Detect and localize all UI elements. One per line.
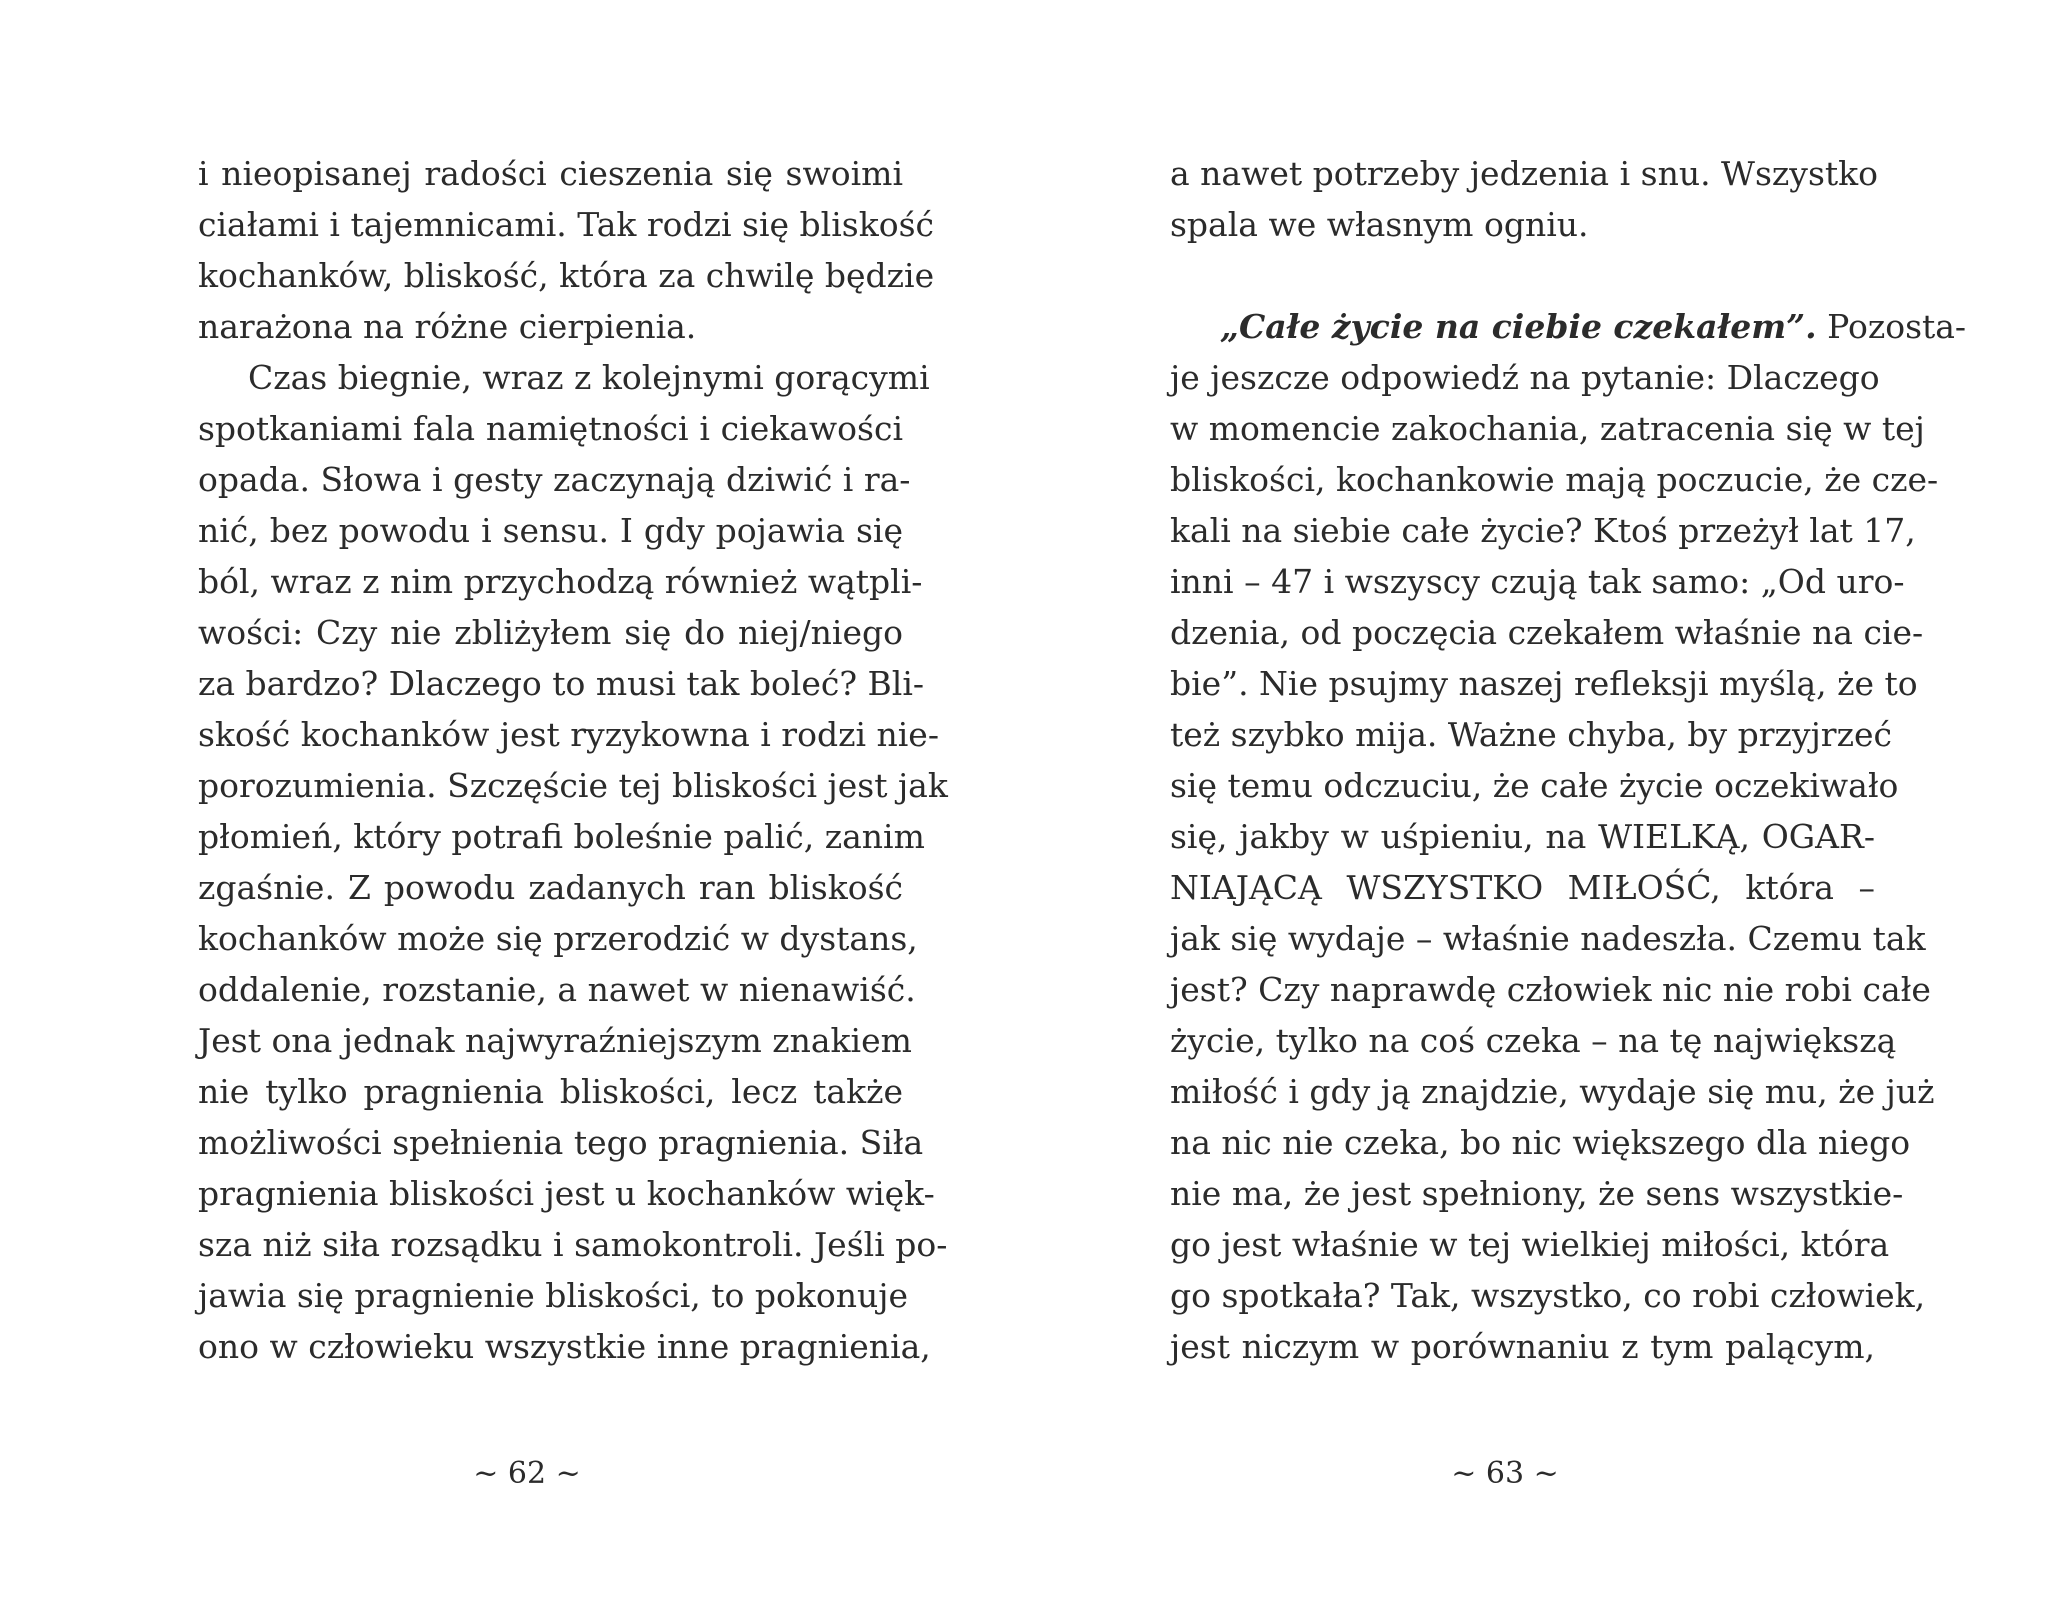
text-line: dzenia, od poczęcia czekałem właśnie na cie- <box>1170 613 1924 652</box>
text-line: miłość i gdy ją znajdzie, wydaje się mu, że już <box>1170 1072 1935 1111</box>
text-line: w momencie zakochania, zatracenia się w tej <box>1170 409 1925 448</box>
text-line: ciałami i tajemnicami. Tak rodzi się bliskość <box>198 205 935 244</box>
text-line: je jeszcze odpowiedź na pytanie: Dlaczego <box>1170 358 1880 397</box>
page-number: ~ 62 ~ <box>473 1456 581 1491</box>
text-line: narażona na różne cierpienia. <box>198 307 697 346</box>
text-line: jak się wydaje – właśnie nadeszła. Czemu tak <box>1170 919 1926 958</box>
text-line: bliskości, kochankowie mają poczucie, że cze- <box>1170 460 1939 499</box>
text-line: wości: Czy nie zbliżyłem się do niej/niego <box>198 613 903 652</box>
text-line: kochanków, bliskość, która za chwilę będzie <box>198 256 935 295</box>
text-line: za bardzo? Dlaczego to musi tak boleć? Bli- <box>198 664 925 703</box>
text-line: płomień, który potrafi boleśnie palić, zanim <box>198 817 925 856</box>
text-line: możliwości spełnienia tego pragnienia. Siła <box>198 1123 924 1162</box>
text-line: skość kochanków jest ryzykowna i rodzi nie- <box>198 715 939 754</box>
text-line: kali na siebie całe życie? Ktoś przeżył lat 17, <box>1170 511 1916 550</box>
right-page-text <box>1170 148 1967 1372</box>
lead-line-rest: Pozosta- <box>1827 307 1967 346</box>
text-line: kochanków może się przerodzić w dystans, <box>198 919 918 958</box>
text-line: nić, bez powodu i sensu. I gdy pojawia się <box>198 511 903 550</box>
text-line: go jest właśnie w tej wielkiej miłości, która <box>1170 1225 1890 1264</box>
right-page <box>1024 0 2048 1602</box>
left-page-text <box>198 148 948 1372</box>
paragraph-gap <box>1170 250 1875 301</box>
text-line: nie ma, że jest spełniony, że sens wszystkie- <box>1170 1174 1904 1213</box>
text-line: nie tylko pragnienia bliskości, lecz także <box>198 1072 903 1111</box>
text-line: sza niż siła rozsądku i samokontroli. Jeśli po- <box>198 1225 948 1264</box>
text-line: zgaśnie. Z powodu zadanych ran bliskość <box>198 868 903 907</box>
text-line: i nieopisanej radości cieszenia się swoimi <box>198 154 903 193</box>
text-line: życie, tylko na coś czeka – na tę największą <box>1170 1021 1897 1060</box>
text-line: a nawet potrzeby jedzenia i snu. Wszystko <box>1170 154 1879 193</box>
text-line: porozumienia. Szczęście tej bliskości jest jak <box>198 766 948 805</box>
text-line: bie”. Nie psujmy naszej refleksji myślą, że to <box>1170 664 1918 703</box>
text-line: się temu odczuciu, że całe życie oczekiwało <box>1170 766 1899 805</box>
text-line: NIAJĄCĄ WSZYSTKO MIŁOŚĆ, która – <box>1170 868 1875 907</box>
text-line: spala we własnym ogniu. <box>1170 205 1589 244</box>
text-line: pragnienia bliskości jest u kochanków więk- <box>198 1174 935 1213</box>
section-lead-line <box>1170 301 1967 352</box>
text-line: jest niczym w porównaniu z tym palącym, <box>1170 1327 1875 1366</box>
section-lead-heading: „Całe życie na ciebie czekałem”. <box>1220 307 1817 346</box>
text-line: na nic nie czeka, bo nic większego dla niego <box>1170 1123 1911 1162</box>
text-line: Jest ona jednak najwyraźniejszym znakiem <box>198 1021 912 1060</box>
text-line: się, jakby w uśpieniu, na WIELKĄ, OGAR- <box>1170 817 1875 856</box>
page-number: ~ 63 ~ <box>1451 1456 1559 1491</box>
text-line: inni – 47 i wszyscy czują tak samo: „Od uro- <box>1170 562 1905 601</box>
text-line: oddalenie, rozstanie, a nawet w nienawiść. <box>198 970 916 1009</box>
text-line: ból, wraz z nim przychodzą również wątpli- <box>198 562 923 601</box>
text-line: Czas biegnie, wraz z kolejnymi gorącymi <box>248 358 930 397</box>
text-line: jest? Czy naprawdę człowiek nic nie robi całe <box>1170 970 1931 1009</box>
text-line: też szybko mija. Ważne chyba, by przyjrzeć <box>1170 715 1892 754</box>
text-line: jawia się pragnienie bliskości, to pokonuje <box>198 1276 908 1315</box>
text-line: spotkaniami fala namiętności i ciekawości <box>198 409 903 448</box>
text-line: go spotkała? Tak, wszystko, co robi człowiek, <box>1170 1276 1926 1315</box>
text-line: ono w człowieku wszystkie inne pragnienia, <box>198 1327 931 1366</box>
text-line: opada. Słowa i gesty zaczynają dziwić i ra- <box>198 460 911 499</box>
